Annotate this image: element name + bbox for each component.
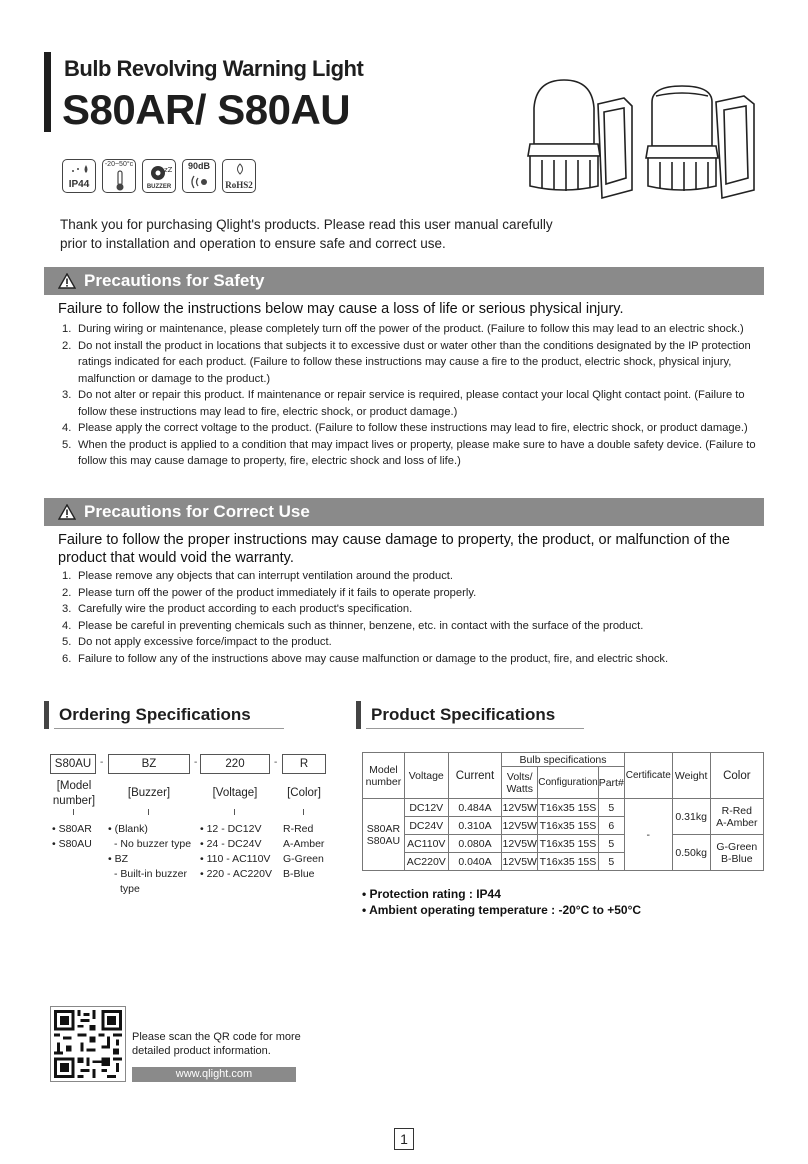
buzzer-badge: [142, 159, 176, 193]
buzzer-label: BUZZER: [146, 184, 172, 190]
lamp-s80au-image: [646, 86, 754, 198]
item-text: Please remove any objects that can interrupt ventilation around the product.: [78, 570, 454, 582]
qr-instruction: [132, 1030, 301, 1058]
option-item: • (Blank): [108, 823, 148, 835]
cell-part: 5: [598, 853, 624, 871]
model-name: S80AR: [366, 822, 401, 835]
product-subtitle: Bulb Revolving Warning Light: [64, 56, 364, 81]
item-number: 3.: [62, 603, 72, 615]
th-configuration: Configuration: [538, 767, 598, 799]
option-item: B-Blue: [283, 868, 315, 880]
order-separator: -: [274, 757, 278, 768]
lamp-s80ar-image: [528, 80, 632, 198]
list-item: [62, 437, 762, 470]
tick-mark: [234, 809, 235, 815]
ordering-spec-heading: Ordering Specifications: [44, 701, 251, 729]
item-number: 4.: [62, 619, 72, 632]
cell-part: 6: [598, 817, 624, 835]
cell-current: 0.040A: [448, 853, 502, 871]
correct-use-lead: [58, 531, 758, 567]
list-item: [62, 568, 762, 585]
th-weight: Weight: [672, 753, 710, 799]
cell-colors: [710, 835, 763, 871]
rohs-badge: [222, 159, 256, 193]
qr-text-line: detailed product information.: [132, 1045, 271, 1057]
cell-voltage: DC24V: [404, 817, 448, 835]
option-item: • 24 - DC24V: [200, 838, 262, 850]
temperature-range-label: -20~50°c: [104, 161, 134, 168]
color-options: [283, 822, 324, 882]
buzzer-icon: [148, 164, 172, 182]
order-separator: -: [100, 757, 104, 768]
product-heading-rule: [366, 728, 584, 729]
correct-use-section-header: [44, 498, 764, 526]
caption-line: [Model: [56, 780, 92, 792]
option-item: • S80AU: [52, 838, 92, 850]
list-item: [62, 585, 762, 602]
option-item: - Built-in buzzer: [114, 868, 187, 880]
option-item: • 110 - AC110V: [200, 853, 271, 865]
item-number: 2.: [62, 339, 72, 352]
item-text: Do not apply excessive force/impact to the product.: [78, 636, 332, 648]
cell-volts-watts: 12V5W: [502, 853, 538, 871]
th-volts-watts: Volts/ Watts: [502, 767, 538, 799]
option-item: • S80AR: [52, 823, 92, 835]
order-color-box: R: [282, 754, 326, 774]
color-name: G-Green: [716, 840, 758, 853]
voltage-options: [200, 822, 272, 882]
item-number: 6.: [62, 652, 72, 665]
th-part: Part#: [598, 767, 624, 799]
item-text: Please be careful in preventing chemicals such as thinner, benzene, etc. in contact with the surface of the product.: [78, 619, 644, 632]
rohs-leaf-icon: [234, 163, 246, 175]
order-model-box: S80AU: [50, 754, 96, 774]
cell-config: T16x35 15S: [538, 817, 598, 835]
item-text: Failure to follow any of the instructions above may cause malfunction or damage to the product, fire, and electric shock.: [78, 652, 669, 665]
cell-config: T16x35 15S: [538, 853, 598, 871]
model-name: S80AU: [366, 834, 401, 847]
item-number: 5.: [62, 438, 72, 451]
item-number: 1.: [62, 570, 72, 582]
tick-mark: [148, 809, 149, 815]
safety-heading: Precautions for Safety: [84, 271, 265, 290]
item-text: Carefully wire the product according to each product's specification.: [78, 603, 413, 615]
item-text: Do not install the product in locations that subjects it to excessive dust or water other than the conditions designated by the IP protection: [78, 339, 751, 352]
item-text: follow these instructions may lead to fire, electric shock, or product damage.): [78, 405, 458, 418]
cell-model: [363, 799, 405, 871]
list-item: [62, 387, 762, 420]
list-item: [62, 420, 762, 437]
svg-text:zZ: zZ: [164, 166, 172, 174]
th-certificate: Certificate: [624, 753, 672, 799]
th-voltage: Voltage: [404, 753, 448, 799]
item-text: Do not alter or repair this product. If maintenance or repair service is required, please contact your local Qlight contact point. (Failure to: [78, 389, 745, 401]
order-color-caption: [Color]: [287, 787, 321, 799]
cell-volts-watts: 12V5W: [502, 799, 538, 817]
order-model-caption: [50, 779, 98, 809]
item-text: malfunction or damage to the product.): [78, 372, 271, 385]
warning-triangle-icon: [58, 273, 76, 289]
option-item: type: [120, 883, 140, 895]
color-name: A-Amber: [716, 816, 758, 829]
sound-level-label: 90dB: [187, 161, 210, 171]
cell-part: 5: [598, 835, 624, 853]
item-number: 2.: [62, 586, 72, 599]
th-current: Current: [448, 753, 502, 799]
order-separator: -: [194, 757, 198, 768]
safety-lead: Failure to follow the instructions below may cause a loss of life or serious physical injury.: [58, 301, 624, 317]
qr-code[interactable]: [50, 1006, 126, 1082]
order-voltage-caption: [Voltage]: [212, 787, 258, 799]
website-link[interactable]: www.qlight.com: [132, 1067, 296, 1082]
item-number: 5.: [62, 636, 72, 648]
option-item: • BZ: [108, 853, 129, 865]
caption-line: number]: [52, 795, 96, 807]
cell-weight: 0.31kg: [672, 799, 710, 835]
list-item: [62, 601, 762, 618]
ip-rating-badge: [62, 159, 96, 193]
feature-badges: [62, 159, 256, 193]
cell-current: 0.080A: [448, 835, 502, 853]
lead-line: product that would void the warranty.: [58, 550, 294, 566]
list-item: [62, 651, 762, 668]
list-item: [62, 618, 762, 635]
option-item: • 220 - AC220V: [200, 868, 272, 880]
order-voltage-box: 220: [200, 754, 270, 774]
product-spec-table: [362, 752, 764, 871]
product-illustration: [520, 78, 770, 208]
rohs-label: RoHS2: [225, 180, 253, 190]
safety-section-header: [44, 267, 764, 295]
cell-volts-watts: 12V5W: [502, 817, 538, 835]
lead-line: Failure to follow the proper instructions may cause damage to property, the product, or malfunction of the: [58, 532, 730, 548]
product-notes: [362, 886, 641, 918]
cell-part: 5: [598, 799, 624, 817]
cell-voltage: DC12V: [404, 799, 448, 817]
item-number: 3.: [62, 389, 72, 401]
warning-triangle-icon: [58, 504, 76, 520]
qr-code-image: [51, 1007, 125, 1081]
droplets-icon: [69, 164, 91, 176]
cell-config: T16x35 15S: [538, 835, 598, 853]
intro-line: prior to installation and operation to ensure safe and correct use.: [60, 236, 446, 251]
thermometer-icon: [114, 170, 126, 192]
option-item: • 12 - DC12V: [200, 823, 262, 835]
th-model: Model number: [363, 753, 405, 799]
protection-rating-note: • Protection rating : IP44: [362, 887, 501, 901]
option-item: A-Amber: [283, 838, 325, 850]
color-name: R-Red: [721, 804, 752, 817]
item-text: follow this may cause damage to property, fire, electric shock and loss of life.): [78, 455, 461, 467]
table-row: [363, 799, 764, 817]
qr-text-line: Please scan the QR code for more: [132, 1031, 301, 1043]
correct-use-heading: Precautions for Correct Use: [84, 502, 310, 521]
item-text: When the product is applied to a condition that may impact lives or property, please make sure to have a double safety device. (Failure to: [78, 438, 756, 451]
title-accent-bar: [44, 52, 51, 132]
intro-paragraph: [60, 215, 620, 253]
item-text: During wiring or maintenance, please completely turn off the power of the product. (Failure to follow this may lead to an electric shock.): [78, 323, 744, 335]
cell-weight: 0.50kg: [672, 835, 710, 871]
ip-rating-label: IP44: [68, 179, 90, 190]
list-item: [62, 338, 762, 388]
order-buzzer-box: BZ: [108, 754, 190, 774]
item-text: Please turn off the power of the product immediately if it fails to operate properly.: [78, 586, 477, 599]
cell-colors: [710, 799, 763, 835]
option-item: R-Red: [283, 823, 314, 835]
cell-certificate: -: [624, 799, 672, 871]
sound-icon: [190, 174, 212, 190]
item-number: 4.: [62, 422, 72, 434]
sound-level-badge: [182, 159, 216, 193]
color-name: B-Blue: [721, 852, 753, 865]
cell-voltage: AC110V: [404, 835, 448, 853]
th-color: Color: [710, 753, 763, 799]
list-item: [62, 321, 762, 338]
tick-mark: [303, 809, 304, 815]
cell-voltage: AC220V: [404, 853, 448, 871]
order-buzzer-caption: [Buzzer]: [127, 787, 171, 799]
tick-mark: [73, 809, 74, 815]
safety-list: [62, 321, 762, 470]
table-row: [363, 835, 764, 853]
item-number: 1.: [62, 323, 72, 335]
model-options: [52, 822, 92, 852]
ordering-heading-rule: [54, 728, 284, 729]
cell-config: T16x35 15S: [538, 799, 598, 817]
buzzer-options: [108, 822, 191, 897]
cell-current: 0.484A: [448, 799, 502, 817]
page-number: 1: [394, 1128, 414, 1150]
temperature-badge: [102, 159, 136, 193]
option-item: - No buzzer type: [114, 838, 192, 850]
th-bulb: Bulb specifications: [502, 753, 625, 767]
correct-use-list: [62, 568, 762, 667]
list-item: [62, 634, 762, 651]
temperature-note: • Ambient operating temperature : -20°C to +50°C: [362, 903, 642, 917]
cell-volts-watts: 12V5W: [502, 835, 538, 853]
item-text: Please apply the correct voltage to the product. (Failure to follow these instructions may lead to fire, electric shock, or product damage.): [78, 422, 748, 434]
intro-line: Thank you for purchasing Qlight's products. Please read this user manual carefully: [60, 217, 553, 232]
product-title: S80AR/ S80AU: [62, 86, 351, 133]
product-spec-heading: Product Specifications: [356, 701, 555, 729]
option-item: G-Green: [283, 853, 324, 865]
cell-current: 0.310A: [448, 817, 502, 835]
item-text: ratings indicated for each product. (Failure to follow these instructions may cause a fire to the product, electric shock, physical injury,: [78, 356, 732, 368]
